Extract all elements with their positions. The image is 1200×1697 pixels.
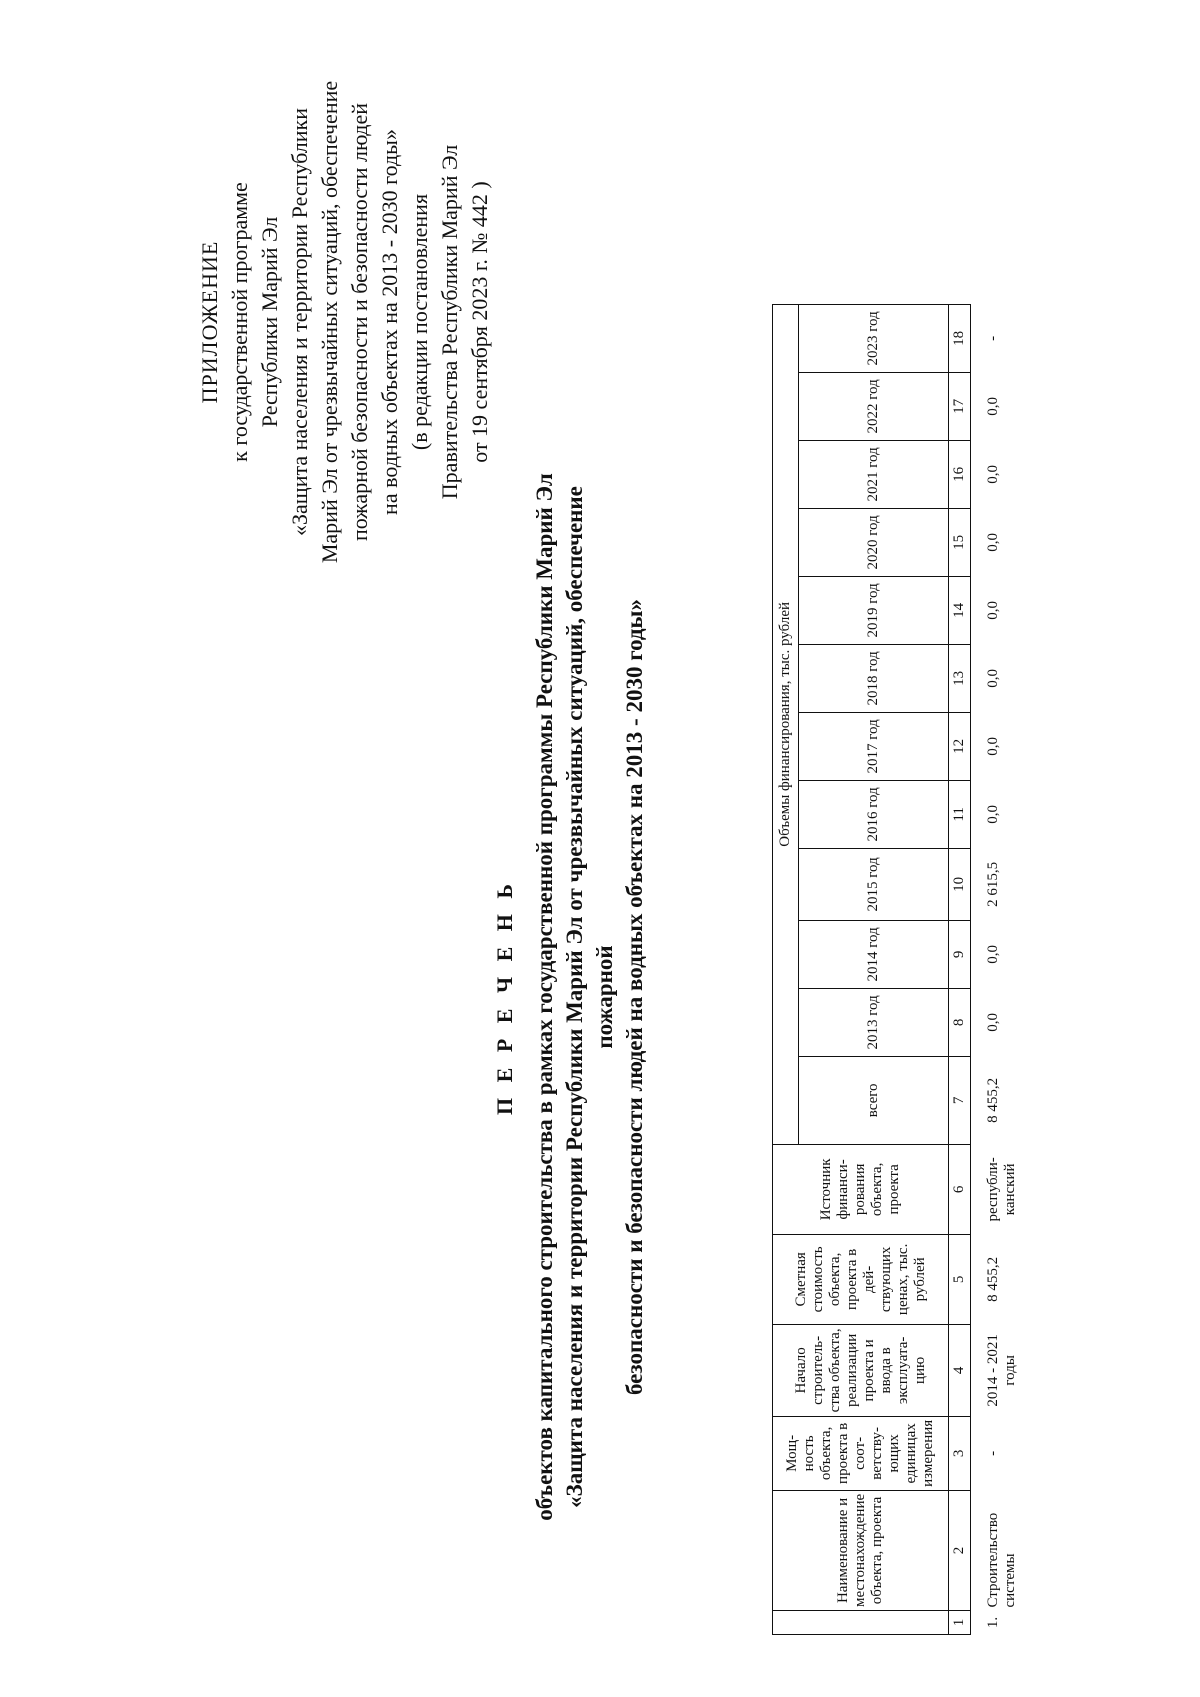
row-value: 0,0 <box>985 464 1001 484</box>
header-year: 2019 год <box>799 576 949 644</box>
row-value: 2 615,5 <box>985 861 1001 907</box>
header-total: всего <box>799 1056 949 1144</box>
column-number: 4 <box>949 1324 971 1416</box>
row-value: 0,0 <box>985 944 1001 964</box>
header-year: 2015 год <box>799 848 949 920</box>
heading-title: П Е Р Е Ч Е Н Ь <box>492 879 517 1115</box>
appendix-line: на водных объектах на 2013 - 2030 годы» <box>377 129 402 515</box>
header-year: 2023 год <box>799 304 949 372</box>
heading-line: «Защита населения и территории Республики Марий Эл от чрезвычайных ситуаций, обеспечение пожарной <box>562 486 617 1508</box>
column-number: 3 <box>949 1416 971 1490</box>
row-value: 0,0 <box>985 1012 1001 1032</box>
column-number: 16 <box>949 440 971 508</box>
column-number: 15 <box>949 508 971 576</box>
column-number: 1 <box>949 1611 971 1635</box>
column-number: 6 <box>949 1144 971 1234</box>
heading-line: безопасности и безопасности людей на водных объектах на 2013 - 2030 годы» <box>622 599 647 1396</box>
row-source: республи-канский <box>985 1157 1018 1222</box>
row-total: 8 455,2 <box>985 1077 1001 1123</box>
header-source: Источник финанси-рования объекта, проекта <box>773 1144 949 1234</box>
row-number: 1. <box>985 1616 1001 1629</box>
column-number: 13 <box>949 644 971 712</box>
row-cost: 8 455,2 <box>985 1256 1001 1302</box>
column-number: 8 <box>949 988 971 1056</box>
header-year: 2020 год <box>799 508 949 576</box>
header-year: 2013 год <box>799 988 949 1056</box>
column-number: 5 <box>949 1234 971 1324</box>
header-year: 2017 год <box>799 712 949 780</box>
column-number-row <box>949 304 971 1634</box>
column-number: 2 <box>949 1490 971 1610</box>
row-value: - <box>985 335 1001 341</box>
column-number: 18 <box>949 304 971 372</box>
row-value: 0,0 <box>985 668 1001 688</box>
appendix-line: Республики Марий Эл <box>257 216 282 428</box>
column-number: 14 <box>949 576 971 644</box>
header-year: 2022 год <box>799 372 949 440</box>
table-row <box>971 304 1021 1634</box>
column-number: 11 <box>949 780 971 848</box>
column-number: 12 <box>949 712 971 780</box>
appendix-title: ПРИЛОЖЕНИЕ <box>197 240 222 404</box>
row-value: 0,0 <box>985 804 1001 824</box>
capital-construction-table <box>772 304 1020 1635</box>
appendix-line: к государственной программе <box>227 182 252 462</box>
appendix-line: Марий Эл от чрезвычайных ситуаций, обеспечение <box>317 80 342 564</box>
appendix-line: Правительства Республики Марий Эл <box>437 144 462 500</box>
column-number: 9 <box>949 920 971 988</box>
row-object-name: Строительство системы <box>985 1512 1018 1608</box>
heading-line: объектов капитального строительства в рамках государственной программы Республики Марий Эл <box>532 473 557 1521</box>
header-year: 2021 год <box>799 440 949 508</box>
row-value: 0,0 <box>985 600 1001 620</box>
appendix-block <box>195 42 495 602</box>
document-heading <box>490 447 650 1547</box>
column-number: 10 <box>949 848 971 920</box>
row-value: 0,0 <box>985 736 1001 756</box>
column-number: 17 <box>949 372 971 440</box>
header-cost: Сметная стоимость объекта, проекта в дей-ствующих ценах, тыс. рублей <box>773 1234 949 1324</box>
appendix-line: «Защита населения и территории Республики <box>287 107 312 537</box>
header-year: 2014 год <box>799 920 949 988</box>
appendix-line: от 19 сентября 2023 г. № 442 ) <box>467 181 492 463</box>
row-value: 0,0 <box>985 396 1001 416</box>
header-funding-group: Объемы финансирования, тыс. рублей <box>773 304 799 1144</box>
header-year: 2016 год <box>799 780 949 848</box>
row-start: 2014 - 2021 годы <box>985 1334 1018 1407</box>
row-capacity: - <box>985 1450 1001 1456</box>
header-name: Наименование и местонахождение объекта, проекта <box>773 1490 949 1610</box>
header-year: 2018 год <box>799 644 949 712</box>
appendix-line: (в редакции постановления <box>407 193 432 451</box>
header-capacity: Мощ-ность объекта, проекта в соот-ветству-ющих единицах измерения <box>773 1416 949 1490</box>
column-number: 7 <box>949 1056 971 1144</box>
header-num-cell <box>773 1611 949 1635</box>
appendix-line: пожарной безопасности и безопасности людей <box>347 102 372 542</box>
header-start: Начало строитель-ства объекта, реализации проекта и ввода в эксплуата-цию <box>773 1324 949 1416</box>
row-value: 0,0 <box>985 532 1001 552</box>
